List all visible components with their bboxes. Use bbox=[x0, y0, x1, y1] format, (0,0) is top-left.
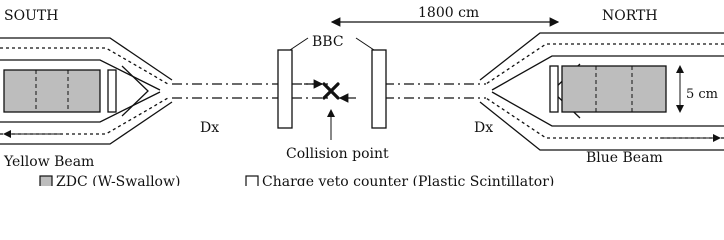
legend-swatch-veto bbox=[246, 176, 258, 186]
yellow-beam-label: Yellow Beam bbox=[4, 154, 95, 170]
legend-swatch-zdc bbox=[40, 176, 52, 186]
north-zdc bbox=[562, 66, 666, 112]
north-label: NORTH bbox=[602, 8, 658, 24]
bbc-pointer-left bbox=[290, 38, 308, 50]
legend-label-veto: Charge veto counter (Plastic Scintillator) bbox=[262, 174, 555, 186]
south-zdc bbox=[4, 70, 100, 112]
legend bbox=[40, 174, 554, 186]
scale-label: 5 cm bbox=[686, 87, 719, 102]
collision-point-icon bbox=[324, 84, 338, 98]
bbc-north bbox=[372, 50, 386, 128]
bbc-pointer-right bbox=[356, 38, 374, 50]
north-veto-counter bbox=[550, 66, 558, 112]
bbc-south bbox=[278, 50, 292, 128]
dx-right-label: Dx bbox=[474, 120, 494, 136]
south-veto-counter bbox=[108, 70, 116, 112]
legend-label-zdc: ZDC (W-Swallow) bbox=[56, 174, 181, 186]
dx-left-label: Dx bbox=[200, 120, 220, 136]
distance-label: 1800 cm bbox=[418, 5, 480, 21]
blue-beam-label: Blue Beam bbox=[586, 150, 663, 166]
south-label: SOUTH bbox=[4, 8, 59, 24]
collision-label: Collision point bbox=[286, 146, 389, 162]
bbc-label: BBC bbox=[312, 34, 344, 50]
